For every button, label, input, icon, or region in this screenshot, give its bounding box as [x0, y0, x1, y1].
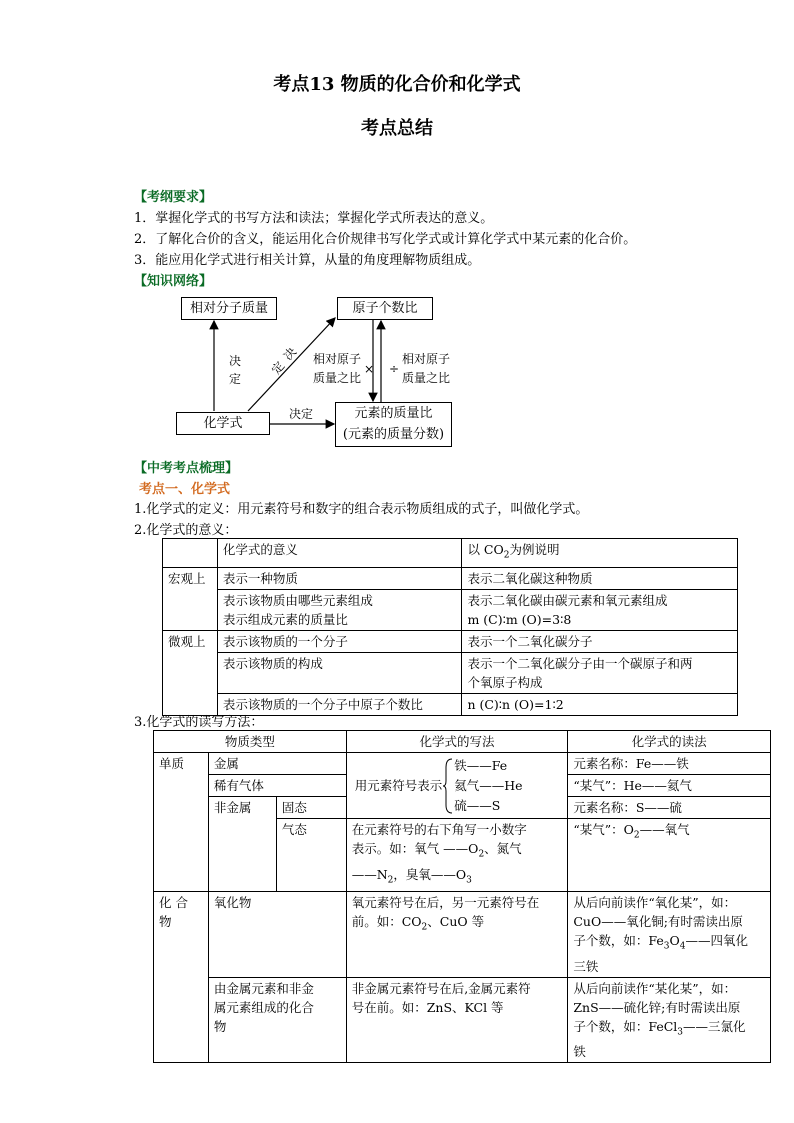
table-cell: 表示一种物质	[217, 567, 462, 589]
table-cell: 氧元素符号在后，另一元素符号在 前。如：$CO_2$、CuO 等	[346, 892, 568, 978]
label-divide-2: 质量之比	[402, 371, 451, 385]
table-header: 化学式的写法	[346, 731, 568, 753]
table-cell: 气态	[276, 819, 346, 892]
label-multiply-2: 质量之比	[313, 371, 362, 385]
box-atom-count-ratio: 原子个数比	[337, 297, 433, 320]
requirement-item-3: 3．能应用化学式进行相关计算，从量的角度理解物质组成。	[134, 253, 481, 268]
divide-sign: ÷	[389, 362, 400, 376]
table-cell: 固态	[276, 797, 346, 819]
table-cell: 表示该物质的一个分子	[217, 630, 462, 652]
table-cell: 稀有气体	[208, 775, 346, 797]
example-s: 硫——S	[454, 797, 501, 813]
page-title: 考点13 物质的化合价和化学式	[273, 74, 521, 95]
table-cell: 表示一个二氧化碳分子	[462, 630, 738, 652]
formula-definition: 1.化学式的定义：用元素符号和数字的组合表示物质组成的式子，叫做化学式。	[134, 502, 589, 517]
table-cell: 元素名称：S——硫	[568, 797, 771, 819]
point-one-title: 考点一、化学式	[139, 482, 231, 497]
mass-ratio-line-2: (元素的质量分数)	[342, 427, 445, 442]
table-row	[163, 539, 738, 568]
table-cell: 表示该物质的一个分子中原子个数比	[217, 693, 462, 715]
table-row	[154, 977, 771, 1063]
table-cell: 表示二氧化碳由碳元素和氧元素组成 m (C)∶m (O)=3∶8	[462, 589, 738, 630]
table-cell: 在元素符号的右下角写一小数字 表示。如：氧气 $——O_2$、氮气 $——N_2$，臭氧$——O_3$	[346, 819, 568, 892]
table-cell: 元素名称：Fe——铁	[568, 753, 771, 775]
symbol-write-cell: 用元素符号表示 铁——Fe 氦气——He 硫——S	[346, 753, 568, 819]
table-header: 化学式的读法	[568, 731, 771, 753]
table-row	[154, 731, 771, 753]
table-cell: 非金属	[208, 797, 276, 892]
exam-points-heading: 【中考考点梳理】	[134, 461, 239, 476]
table-cell: 氧化物	[208, 892, 346, 978]
macro-label: 宏观上	[163, 567, 218, 630]
table-header: 以 $CO_2$为例说明	[462, 539, 738, 568]
label-decide-diagonal-2: 定	[268, 358, 288, 378]
table-cell	[163, 539, 218, 568]
table-cell: 表示该物质由哪些元素组成 表示组成元素的质量比	[217, 589, 462, 630]
formula-meaning-table	[162, 538, 738, 716]
table-row	[163, 567, 738, 589]
table-cell: 由金属元素和非金 属元素组成的化合 物	[208, 977, 346, 1063]
table-cell: 金属	[208, 753, 346, 775]
label-decide-horizontal: 决定	[289, 407, 314, 421]
label-decide-vertical-1: 决	[229, 354, 242, 368]
table-row	[163, 589, 738, 630]
table-cell: “某气”：$O_2——$氧气	[568, 819, 771, 892]
network-heading: 【知识网络】	[134, 274, 213, 289]
table-row	[154, 753, 771, 775]
label-decide-diagonal-1: 决	[280, 344, 300, 364]
diagram-arrows	[0, 0, 794, 460]
requirement-item-2: 2．了解化合价的含义，能运用化合价规律书写化学式或计算化学式中某元素的化合价。	[134, 232, 637, 247]
multiply-sign: ×	[364, 362, 375, 376]
table-header: 化学式的意义	[217, 539, 462, 568]
simple-substance-label: 单质	[154, 753, 209, 892]
mass-ratio-line-1: 元素的质量比	[354, 406, 433, 421]
box-relative-molecular-mass: 相对分子质量	[181, 297, 277, 320]
read-write-title: 3.化学式的读写方法：	[134, 715, 264, 730]
requirement-item-1: 1．掌握化学式的书写方法和读法；掌握化学式所表达的意义。	[134, 211, 494, 226]
table-row	[163, 652, 738, 693]
table-cell: 表示一个二氧化碳分子由一个碳原子和两 个氧原子构成	[462, 652, 738, 693]
label-multiply-1: 相对原子	[313, 352, 362, 366]
table-cell: n (C)∶n (O)=1∶2	[462, 693, 738, 715]
table-cell: 从后向前读作“氧化某”，如： CuO——氧化铜;有时需读出原 子个数，如：$Fe_3O_4——$四氧化 三铁	[568, 892, 771, 978]
micro-label: 微观上	[163, 630, 218, 715]
box-chemical-formula: 化学式	[176, 412, 270, 435]
table-cell: 非金属元素符号在后,金属元素符 号在前。如：ZnS、KCl 等	[346, 977, 568, 1063]
compound-label: 化 合 物	[154, 892, 209, 1063]
example-fe: 铁——Fe	[454, 757, 508, 773]
page-subtitle: 考点总结	[361, 118, 433, 139]
formula-meaning-title: 2.化学式的意义：	[134, 523, 238, 538]
example-he: 氦气——He	[454, 777, 523, 793]
brace-icon	[443, 757, 453, 815]
label-decide-vertical-2: 定	[229, 372, 242, 386]
label-divide-1: 相对原子	[402, 352, 451, 366]
knowledge-network-diagram	[0, 0, 794, 460]
table-row	[163, 630, 738, 652]
table-row	[154, 892, 771, 978]
table-cell: 从后向前读作“某化某”，如： ZnS——硫化锌;有时需读出原 子个数，如：FeCl$_3$——三氯化 铁	[568, 977, 771, 1063]
requirements-heading: 【考纲要求】	[134, 190, 213, 205]
table-cell: 表示该物质的构成	[217, 652, 462, 693]
table-cell: 表示二氧化碳这种物质	[462, 567, 738, 589]
table-header: 物质类型	[154, 731, 347, 753]
read-write-table	[153, 730, 771, 1063]
table-cell: “某气”：He——氦气	[568, 775, 771, 797]
box-element-mass-ratio	[335, 402, 452, 447]
